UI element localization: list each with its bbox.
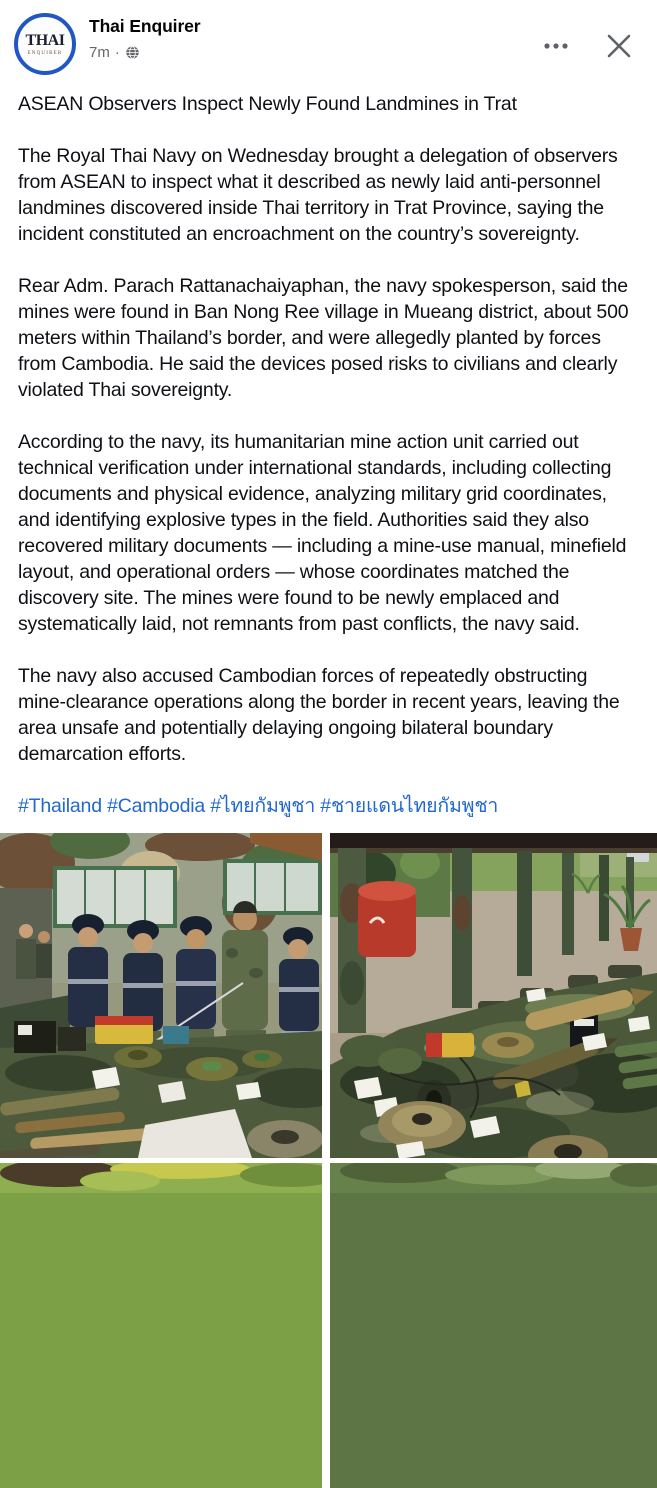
post-header	[0, 0, 657, 91]
timestamp[interactable]: 7m	[89, 44, 110, 61]
photo-3-illustration	[0, 1163, 322, 1488]
photo-2-illustration	[330, 833, 657, 1158]
post-photo-3[interactable]	[0, 1163, 322, 1488]
paragraph-2: Rear Adm. Parach Rattanachaiyaphan, the navy spokesperson, said the mines were found in Ban Nong Ree village in Mueang district, about 500 meters within Thailand’s border, and were allegedly planted by forces from Cambodia. He said the devices posed risks to civilians and clearly violated Thai sovereignty.	[18, 275, 629, 401]
hashtag-thai-cambodia[interactable]: #ไทยกัมพูชา	[210, 795, 316, 817]
photo-4-illustration	[330, 1163, 657, 1488]
post-menu-button[interactable]	[541, 40, 571, 52]
avatar[interactable]	[14, 13, 76, 75]
post-photo-2[interactable]	[330, 833, 657, 1158]
hashtag-thai-cambodia-border[interactable]: #ชายแดนไทยกัมพูชา	[320, 795, 499, 817]
page-name[interactable]: Thai Enquirer	[89, 16, 201, 36]
photo-grid	[0, 833, 657, 1488]
paragraph-1: The Royal Thai Navy on Wednesday brought a delegation of observers from ASEAN to inspect what it described as newly laid anti-personnel landmines discovered inside Thai territory in Trat Province, saying the incident constituted an encroachment on the country’s sovereignty.	[18, 145, 618, 245]
post-body	[0, 91, 657, 819]
close-button[interactable]	[603, 30, 635, 62]
close-icon	[605, 48, 633, 63]
hashtag-cambodia[interactable]: #Cambodia	[107, 795, 206, 817]
dot-separator: ·	[114, 44, 120, 61]
paragraph-4: The navy also accused Cambodian forces of repeatedly obstructing mine-clearance operations along the border in recent years, leaving the area unsafe and potentially delaying ongoing bilateral boundary demarcation efforts.	[18, 665, 620, 765]
hashtag-thailand[interactable]: #Thailand	[18, 795, 102, 817]
paragraph-3: According to the navy, its humanitarian mine action unit carried out technical verification under international standards, including collecting documents and physical evidence, analyzing military grid coordinates, and identifying explosive types in the field. Authorities said they also recovered military documents — including a mine-use manual, minefield layout, and operational orders — whose coordinates matched the discovery site. The mines were found to be newly emplaced and systematically laid, not remnants from past conflicts, the navy said.	[18, 431, 627, 635]
header-text	[89, 13, 541, 61]
header-actions	[541, 13, 639, 62]
photo-1-illustration	[0, 833, 322, 1158]
avatar-logo-subtext: ENQUIRER	[27, 50, 63, 56]
post-photo-4[interactable]	[330, 1163, 657, 1488]
avatar-logo-text: THAI	[25, 31, 65, 49]
hashtag-row	[18, 793, 639, 819]
post-photo-1[interactable]	[0, 833, 322, 1158]
ellipsis-icon	[543, 38, 569, 53]
post-headline: ASEAN Observers Inspect Newly Found Landmines in Trat	[18, 93, 517, 115]
globe-icon	[125, 45, 140, 60]
post-meta	[89, 44, 541, 61]
